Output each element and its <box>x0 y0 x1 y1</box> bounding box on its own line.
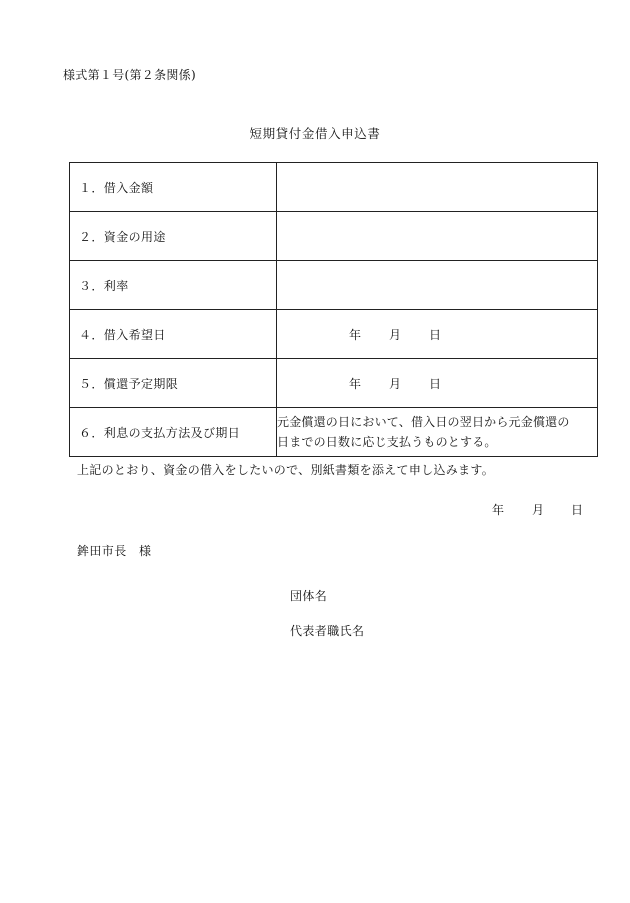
month-label: 月 <box>389 377 402 391</box>
day-label: 日 <box>429 328 442 342</box>
repayment-deadline-label: ５．償還予定期限 <box>70 359 277 408</box>
year-label: 年 <box>349 328 362 342</box>
year-label: 年 <box>492 503 505 517</box>
month-label: 月 <box>532 503 545 517</box>
application-table <box>69 162 598 457</box>
note-line-2: 日までの日数に応じ支払うものとする。 <box>277 435 497 449</box>
table-row <box>70 359 598 408</box>
interest-rate-field[interactable] <box>277 261 598 310</box>
loan-amount-label: １．借入金額 <box>70 163 277 212</box>
organization-name-label: 団体名 <box>290 589 328 603</box>
year-label: 年 <box>349 377 362 391</box>
table-row <box>70 310 598 359</box>
table-row <box>70 212 598 261</box>
note-line-1: 元金償還の日において、借入日の翌日から元金償還の <box>277 415 570 429</box>
application-statement: 上記のとおり、資金の借入をしたいので、別紙書類を添えて申し込みます。 <box>77 463 495 477</box>
fund-purpose-label: ２．資金の用途 <box>70 212 277 261</box>
form-number-label: 様式第１号(第２条関係) <box>63 68 196 82</box>
fund-purpose-field[interactable] <box>277 212 598 261</box>
interest-payment-label: ６．利息の支払方法及び期日 <box>70 408 277 457</box>
document-title: 短期貸付金借入申込書 <box>249 126 381 141</box>
repayment-deadline-field[interactable] <box>277 359 598 408</box>
interest-rate-label: ３．利率 <box>70 261 277 310</box>
representative-label: 代表者職氏名 <box>290 624 365 638</box>
desired-date-field[interactable] <box>277 310 598 359</box>
loan-amount-field[interactable] <box>277 163 598 212</box>
month-label: 月 <box>389 328 402 342</box>
desired-date-label: ４．借入希望日 <box>70 310 277 359</box>
day-label: 日 <box>429 377 442 391</box>
addressee: 鉾田市長 様 <box>77 544 152 558</box>
table-row <box>70 408 598 457</box>
day-label: 日 <box>571 503 584 517</box>
table-row <box>70 163 598 212</box>
interest-payment-note <box>277 408 598 457</box>
table-row <box>70 261 598 310</box>
